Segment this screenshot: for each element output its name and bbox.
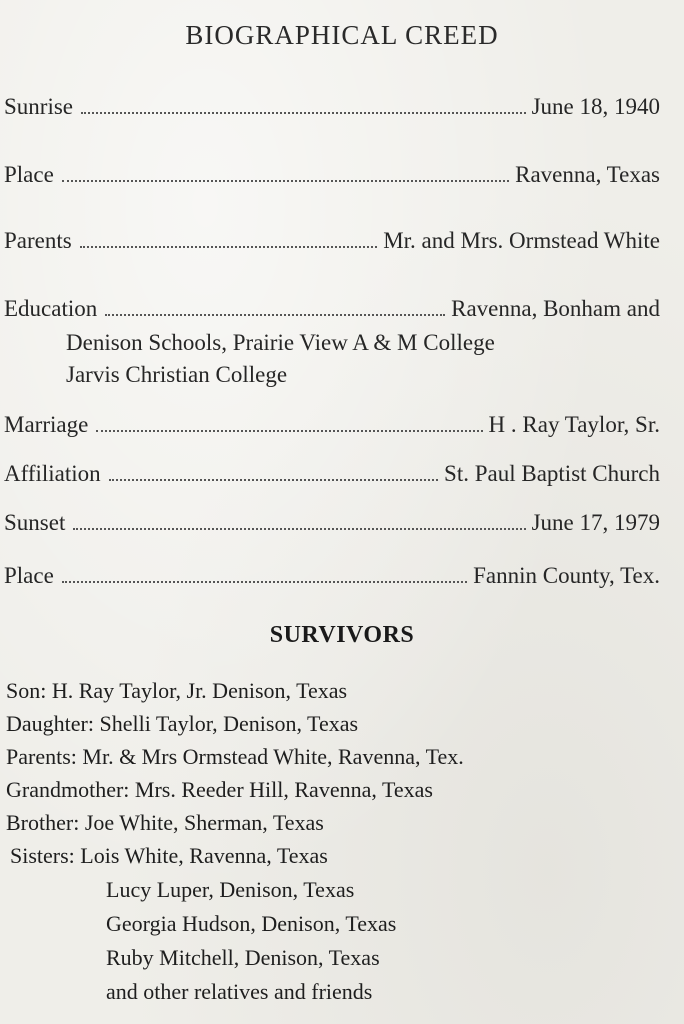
creed-value: Mr. and Mrs. Ormstead White (383, 228, 660, 253)
creed-label: Sunset (4, 510, 66, 535)
creed-row-sunrise (4, 94, 660, 120)
survivor-relation: Brother: (6, 810, 80, 835)
creed-label: Parents (4, 228, 72, 253)
sister-line: Ruby Mitchell, Denison, Texas (106, 945, 380, 970)
survivor-text: Lois White, Ravenna, Texas (80, 843, 328, 868)
survivor-line (10, 843, 328, 869)
education-continued-line: Denison Schools, Prairie View A & M College (66, 330, 495, 355)
survivor-line (6, 678, 347, 704)
creed-row-affiliation (4, 461, 660, 487)
survivor-text: Mr. & Mrs Ormstead White, Ravenna, Tex. (82, 744, 464, 769)
creed-value: June 17, 1979 (531, 510, 660, 535)
creed-value: Ravenna, Bonham and (451, 296, 660, 321)
survivor-line (6, 777, 433, 803)
creed-label: Affiliation (4, 461, 101, 486)
survivor-line (6, 744, 464, 770)
creed-row-parents (4, 228, 660, 254)
creed-label: Marriage (4, 412, 89, 437)
survivor-text: H. Ray Taylor, Jr. Denison, Texas (51, 678, 348, 703)
creed-value: June 18, 1940 (531, 94, 660, 119)
survivor-relation: Sisters: (10, 843, 75, 868)
creed-row-education (4, 296, 660, 322)
survivor-text: Joe White, Sherman, Texas (84, 810, 324, 835)
page-title: BIOGRAPHICAL CREED (185, 20, 499, 50)
closing-line: and other relatives and friends (106, 979, 373, 1004)
creed-value: Ravenna, Texas (515, 162, 660, 187)
creed-value: Fannin County, Tex. (473, 563, 660, 588)
creed-row-burial-place (4, 563, 660, 589)
survivor-relation: Daughter: (6, 711, 94, 736)
dot-leader (96, 430, 482, 432)
creed-value: H . Ray Taylor, Sr. (488, 412, 660, 437)
dot-leader (80, 246, 377, 248)
survivors-heading: SURVIVORS (269, 622, 415, 648)
survivor-text: Mrs. Reeder Hill, Ravenna, Texas (134, 777, 433, 802)
creed-label: Place (4, 563, 54, 588)
creed-row-sunset (4, 510, 660, 536)
survivor-line (6, 810, 324, 836)
survivor-text: Shelli Taylor, Denison, Texas (99, 711, 359, 736)
creed-label: Place (4, 162, 54, 187)
dot-leader (105, 314, 445, 316)
survivor-relation: Parents: (6, 744, 77, 769)
survivor-relation: Grandmother: (6, 777, 130, 802)
sister-line: Lucy Luper, Denison, Texas (106, 877, 355, 902)
dot-leader (62, 581, 467, 583)
dot-leader (109, 479, 438, 481)
creed-row-place (4, 162, 660, 188)
dot-leader (81, 112, 526, 114)
sister-line: Georgia Hudson, Denison, Texas (106, 911, 397, 936)
creed-label: Sunrise (4, 94, 73, 119)
dot-leader (62, 180, 509, 182)
creed-row-marriage (4, 412, 660, 438)
creed-label: Education (4, 296, 98, 321)
education-continued-line: Jarvis Christian College (66, 362, 288, 387)
dot-leader (73, 528, 525, 530)
creed-value: St. Paul Baptist Church (444, 461, 660, 486)
survivor-relation: Son: (6, 678, 47, 703)
survivor-line (6, 711, 358, 737)
